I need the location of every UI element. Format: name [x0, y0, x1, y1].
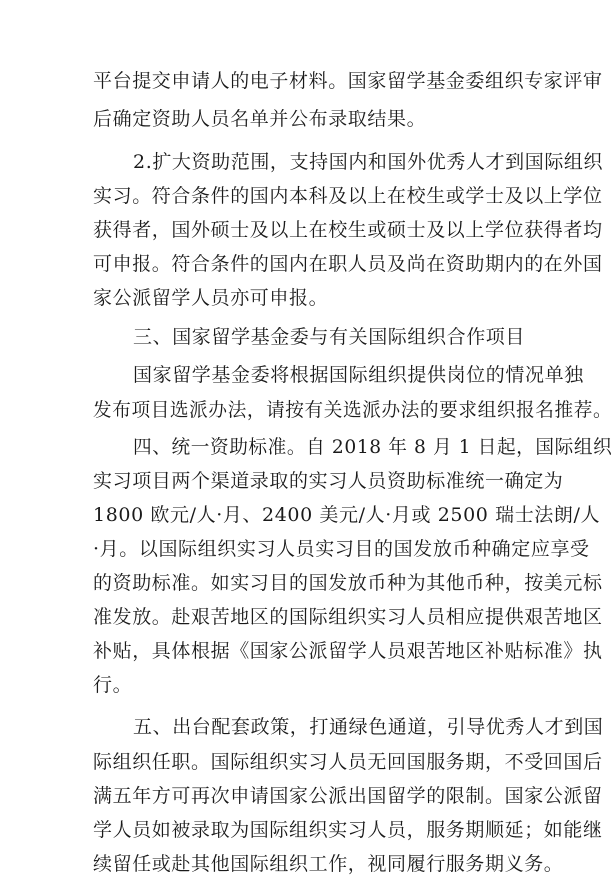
text-line: 四、统一资助标准。自 2018 年 8 月 1 日起，国际组织 — [133, 436, 613, 458]
text-line: 准发放。赴艰苦地区的国际组织实习人员相应提供艰苦地区 — [93, 606, 603, 628]
text-line: 行。 — [93, 674, 133, 696]
text-line: 满五年方可再次申请国家公派出国留学的限制。国家公派留 — [93, 785, 603, 807]
section-heading: 三、国家留学基金委与有关国际组织合作项目 — [133, 326, 526, 348]
text-line: 学人员如被录取为国际组织实习人员，服务期顺延；如能继 — [93, 819, 603, 841]
text-line: 2.扩大资助范围，支持国内和国外优秀人才到国际组织 — [133, 151, 604, 173]
text-line: 后确定资助人员名单并公布录取结果。 — [93, 108, 427, 130]
text-line: 平台提交申请人的电子材料。国家留学基金委组织专家评审 — [93, 70, 603, 92]
text-line: 实习项目两个渠道录取的实习人员资助标准统一确定为 — [93, 470, 564, 492]
text-line: 家公派留学人员亦可申报。 — [93, 287, 329, 309]
text-line: 1800 欧元/人·月、2400 美元/人·月或 2500 瑞士法朗/人 — [93, 504, 601, 526]
text-line: 的资助标准。如实习目的国发放币种为其他币种，按美元标 — [93, 572, 603, 594]
text-line: 实习。符合条件的国内本科及以上在校生或学士及以上学位 — [93, 185, 603, 207]
text-line: 补贴，具体根据《国家公派留学人员艰苦地区补贴标准》执 — [93, 640, 603, 662]
text-line: 际组织任职。国际组织实习人员无回国服务期，不受回国后 — [93, 751, 603, 773]
text-line: 五、出台配套政策，打通绿色通道，引导优秀人才到国 — [133, 716, 604, 738]
text-line: ·月。以国际组织实习人员实习目的国发放币种确定应享受 — [93, 538, 590, 560]
text-line: 国家留学基金委将根据国际组织提供岗位的情况单独 — [133, 364, 584, 386]
text-line: 可申报。符合条件的国内在职人员及尚在资助期内的在外国 — [93, 253, 603, 275]
text-line: 发布项目选派办法，请按有关选派办法的要求组织报名推荐。 — [93, 399, 613, 421]
text-line: 获得者，国外硕士及以上在校生或硕士及以上学位获得者均 — [93, 219, 603, 241]
text-line: 续留任或赴其他国际组织工作，视同履行服务期义务。 — [93, 853, 564, 875]
